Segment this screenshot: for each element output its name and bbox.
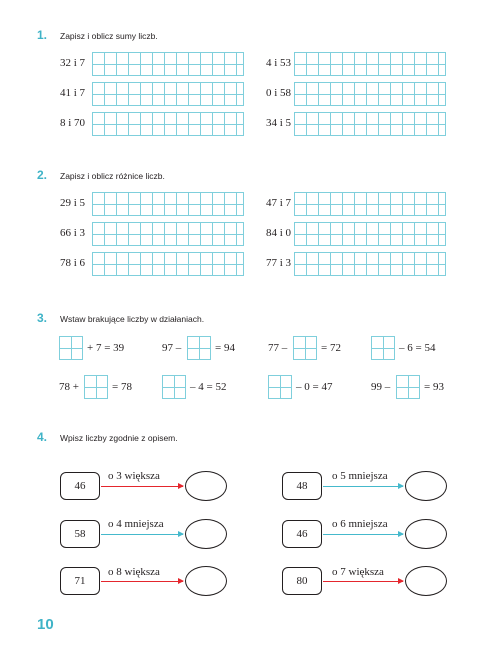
task-4-right-answer-1[interactable] xyxy=(405,471,447,501)
task-3-number: 3. xyxy=(37,311,48,325)
task-3-eq-3a: 77 – xyxy=(268,342,288,354)
task-4-right-label-2: o 6 mniejsza xyxy=(332,518,388,530)
task-3-eq-4: – 6 = 54 xyxy=(399,342,436,354)
task-3-blank-2[interactable] xyxy=(187,336,211,360)
task-1-left-label-3: 8 i 70 xyxy=(60,117,86,129)
task-2-left-label-3: 78 i 6 xyxy=(60,257,86,269)
task-4-right-start-2: 46 xyxy=(282,520,322,548)
task-2-left-grid-2[interactable] xyxy=(92,222,244,246)
task-3-eq-5b: = 78 xyxy=(112,381,132,393)
task-4-left-answer-1[interactable] xyxy=(185,471,227,501)
task-4-left-start-2: 58 xyxy=(60,520,100,548)
task-4-left-arrow-2 xyxy=(101,534,183,535)
task-1-right-grid-2[interactable] xyxy=(294,82,446,106)
task-4-right-start-3: 80 xyxy=(282,567,322,595)
task-2-instruction: Zapisz i oblicz różnice liczb. xyxy=(60,171,165,181)
task-1-right-label-1: 4 i 53 xyxy=(266,57,292,69)
task-3-blank-7[interactable] xyxy=(268,375,292,399)
task-1-left-label-1: 32 i 7 xyxy=(60,57,86,69)
task-3-blank-6[interactable] xyxy=(162,375,186,399)
task-4-left-answer-2[interactable] xyxy=(185,519,227,549)
task-3-eq-3b: = 72 xyxy=(321,342,341,354)
task-1-left-grid-2[interactable] xyxy=(92,82,244,106)
task-2-right-label-2: 84 i 0 xyxy=(266,227,292,239)
task-3-eq-2a: 97 – xyxy=(162,342,182,354)
task-2-number: 2. xyxy=(37,168,48,182)
page-number: 10 xyxy=(37,616,54,633)
task-2-left-label-1: 29 i 5 xyxy=(60,197,86,209)
task-4-left-arrow-3 xyxy=(101,581,183,582)
task-3-blank-5[interactable] xyxy=(84,375,108,399)
task-2-right-label-1: 47 i 7 xyxy=(266,197,292,209)
task-1-right-label-2: 0 i 58 xyxy=(266,87,292,99)
task-4-left-answer-3[interactable] xyxy=(185,566,227,596)
task-4-left-label-3: o 8 większa xyxy=(108,566,160,578)
task-2-right-grid-3[interactable] xyxy=(294,252,446,276)
task-3-eq-7: – 0 = 47 xyxy=(296,381,333,393)
task-1-instruction: Zapisz i oblicz sumy liczb. xyxy=(60,31,158,41)
task-2-right-grid-2[interactable] xyxy=(294,222,446,246)
task-4-left-label-2: o 4 mniejsza xyxy=(108,518,164,530)
task-2-right-grid-1[interactable] xyxy=(294,192,446,216)
task-4-right-answer-3[interactable] xyxy=(405,566,447,596)
task-1-right-grid-3[interactable] xyxy=(294,112,446,136)
task-3-eq-2b: = 94 xyxy=(215,342,235,354)
task-1-left-grid-1[interactable] xyxy=(92,52,244,76)
task-4-right-arrow-2 xyxy=(323,534,403,535)
task-4-right-answer-2[interactable] xyxy=(405,519,447,549)
task-4-left-label-1: o 3 większa xyxy=(108,470,160,482)
task-1-left-grid-3[interactable] xyxy=(92,112,244,136)
task-4-number: 4. xyxy=(37,430,48,444)
task-1-left-label-2: 41 i 7 xyxy=(60,87,86,99)
task-3-eq-8b: = 93 xyxy=(424,381,444,393)
task-3-blank-1[interactable] xyxy=(59,336,83,360)
task-4-right-arrow-3 xyxy=(323,581,403,582)
task-4-right-label-3: o 7 większa xyxy=(332,566,384,578)
task-3-eq-6: – 4 = 52 xyxy=(190,381,227,393)
task-4-left-arrow-1 xyxy=(101,486,183,487)
task-2-left-label-2: 66 i 3 xyxy=(60,227,86,239)
task-3-blank-4[interactable] xyxy=(371,336,395,360)
task-1-right-label-3: 34 i 5 xyxy=(266,117,292,129)
task-2-right-label-3: 77 i 3 xyxy=(266,257,292,269)
task-4-instruction: Wpisz liczby zgodnie z opisem. xyxy=(60,433,178,443)
task-4-right-start-1: 48 xyxy=(282,472,322,500)
task-4-left-start-3: 71 xyxy=(60,567,100,595)
task-4-left-start-1: 46 xyxy=(60,472,100,500)
task-2-left-grid-1[interactable] xyxy=(92,192,244,216)
task-1-right-grid-1[interactable] xyxy=(294,52,446,76)
task-3-instruction: Wstaw brakujące liczby w działaniach. xyxy=(60,314,205,324)
task-1-number: 1. xyxy=(37,28,48,42)
task-3-eq-5a: 78 + xyxy=(59,381,79,393)
task-2-left-grid-3[interactable] xyxy=(92,252,244,276)
task-3-eq-8a: 99 – xyxy=(371,381,391,393)
task-3-blank-3[interactable] xyxy=(293,336,317,360)
task-3-blank-8[interactable] xyxy=(396,375,420,399)
task-4-right-arrow-1 xyxy=(323,486,403,487)
task-3-eq-1: + 7 = 39 xyxy=(87,342,125,354)
task-4-right-label-1: o 5 mniejsza xyxy=(332,470,388,482)
